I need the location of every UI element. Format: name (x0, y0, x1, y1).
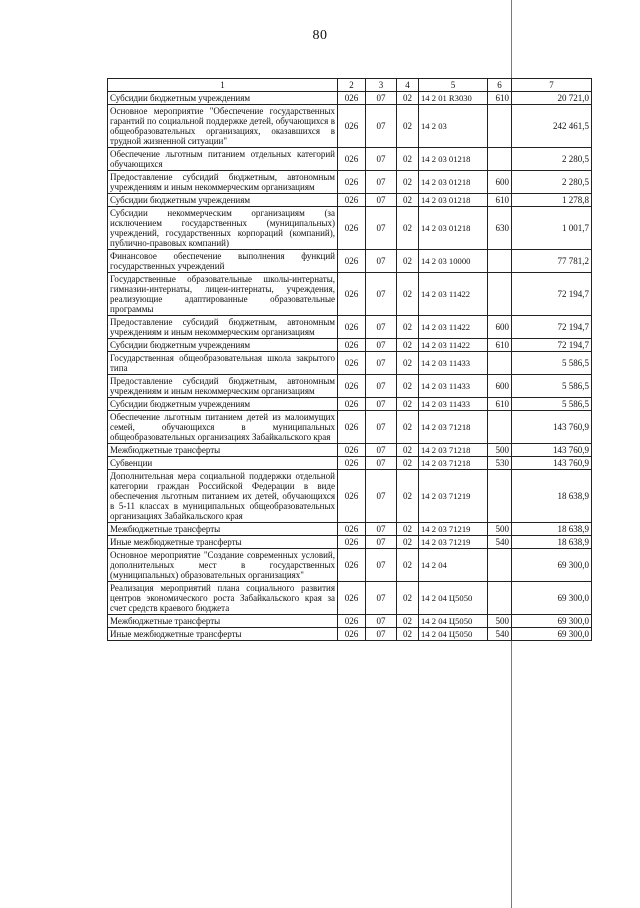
ministry-code-cell: 026 (338, 207, 366, 250)
subsection-code-cell: 02 (397, 398, 419, 411)
target-item-code-cell: 14 2 03 71218 (419, 411, 488, 444)
target-item-code-cell: 14 2 03 10000 (419, 250, 488, 273)
ministry-code-cell: 026 (338, 250, 366, 273)
subsection-code-cell: 02 (397, 444, 419, 457)
amount-cell: 5 586,5 (512, 375, 592, 398)
expense-type-cell: 610 (488, 92, 512, 105)
target-item-code-cell: 14 2 03 (419, 105, 488, 148)
table-row (108, 339, 592, 352)
target-item-code-cell: 14 2 04 Ц5050 (419, 615, 488, 628)
table-row (108, 582, 592, 615)
amount-cell: 2 280,5 (512, 148, 592, 171)
expense-type-cell: 610 (488, 194, 512, 207)
expense-type-cell: 500 (488, 615, 512, 628)
row-name-cell: Предоставление субсидий бюджетным, автономным учреждениям и иным некоммерческим организациям (108, 316, 338, 339)
amount-cell: 72 194,7 (512, 339, 592, 352)
section-code-cell: 07 (366, 411, 397, 444)
subsection-code-cell: 02 (397, 536, 419, 549)
subsection-code-cell: 02 (397, 316, 419, 339)
subsection-code-cell: 02 (397, 352, 419, 375)
ministry-code-cell: 026 (338, 398, 366, 411)
table-row (108, 398, 592, 411)
section-code-cell: 07 (366, 92, 397, 105)
subsection-code-cell: 02 (397, 457, 419, 470)
budget-table (107, 78, 592, 641)
table-row (108, 549, 592, 582)
section-code-cell: 07 (366, 628, 397, 641)
target-item-code-cell: 14 2 03 11422 (419, 316, 488, 339)
table-row (108, 444, 592, 457)
row-name-cell: Субсидии бюджетным учреждениям (108, 398, 338, 411)
header-cell-6: 6 (488, 79, 512, 92)
row-name-cell: Государственная общеобразовательная школа закрытого типа (108, 352, 338, 375)
amount-cell: 69 300,0 (512, 615, 592, 628)
section-code-cell: 07 (366, 316, 397, 339)
section-code-cell: 07 (366, 615, 397, 628)
subsection-code-cell: 02 (397, 549, 419, 582)
amount-cell: 5 586,5 (512, 352, 592, 375)
row-name-cell: Иные межбюджетные трансферты (108, 536, 338, 549)
section-code-cell: 07 (366, 398, 397, 411)
subsection-code-cell: 02 (397, 615, 419, 628)
header-cell-5: 5 (419, 79, 488, 92)
subsection-code-cell: 02 (397, 523, 419, 536)
header-cell-2: 2 (338, 79, 366, 92)
row-name-cell: Иные межбюджетные трансферты (108, 628, 338, 641)
target-item-code-cell: 14 2 03 71219 (419, 536, 488, 549)
amount-cell: 2 280,5 (512, 171, 592, 194)
row-name-cell: Финансовое обеспечение выполнения функций государственных учреждений (108, 250, 338, 273)
table-row (108, 316, 592, 339)
ministry-code-cell: 026 (338, 194, 366, 207)
ministry-code-cell: 026 (338, 470, 366, 523)
amount-cell: 18 638,9 (512, 523, 592, 536)
subsection-code-cell: 02 (397, 148, 419, 171)
amount-cell: 69 300,0 (512, 582, 592, 615)
ministry-code-cell: 026 (338, 523, 366, 536)
page-number: 80 (312, 28, 328, 43)
table-row (108, 171, 592, 194)
ministry-code-cell: 026 (338, 536, 366, 549)
row-name-cell: Межбюджетные трансферты (108, 444, 338, 457)
target-item-code-cell: 14 2 04 (419, 549, 488, 582)
row-name-cell: Дополнительная мера социальной поддержки отдельной категории граждан Российской Федерации в виде обеспечения льготным питанием их детей, обучающихся в 5-11 классах в муниципальных общеобразовательных организациях Забайкальского края (108, 470, 338, 523)
section-code-cell: 07 (366, 339, 397, 352)
table-row (108, 352, 592, 375)
section-code-cell: 07 (366, 549, 397, 582)
section-code-cell: 07 (366, 250, 397, 273)
table-row (108, 250, 592, 273)
subsection-code-cell: 02 (397, 628, 419, 641)
section-code-cell: 07 (366, 523, 397, 536)
ministry-code-cell: 026 (338, 171, 366, 194)
target-item-code-cell: 14 2 03 01218 (419, 194, 488, 207)
section-code-cell: 07 (366, 375, 397, 398)
section-code-cell: 07 (366, 207, 397, 250)
amount-cell: 1 001,7 (512, 207, 592, 250)
row-name-cell: Реализация мероприятий плана социального развития центров экономического роста Забайкальского края за счет средств краевого бюджета (108, 582, 338, 615)
target-item-code-cell: 14 2 04 Ц5050 (419, 582, 488, 615)
expense-type-cell: 600 (488, 316, 512, 339)
table-body (108, 92, 592, 641)
section-code-cell: 07 (366, 457, 397, 470)
ministry-code-cell: 026 (338, 273, 366, 316)
table-row (108, 411, 592, 444)
header-cell-1: 1 (108, 79, 338, 92)
expense-type-cell: 500 (488, 444, 512, 457)
target-item-code-cell: 14 2 03 71219 (419, 523, 488, 536)
ministry-code-cell: 026 (338, 339, 366, 352)
amount-cell: 143 760,9 (512, 411, 592, 444)
row-name-cell: Основное мероприятие "Создание современных условий, дополнительных мест в государственных (муниципальных) образовательных организациях" (108, 549, 338, 582)
table-row (108, 615, 592, 628)
target-item-code-cell: 14 2 03 01218 (419, 148, 488, 171)
section-code-cell: 07 (366, 273, 397, 316)
ministry-code-cell: 026 (338, 352, 366, 375)
subsection-code-cell: 02 (397, 105, 419, 148)
subsection-code-cell: 02 (397, 582, 419, 615)
target-item-code-cell: 14 2 03 01218 (419, 171, 488, 194)
row-name-cell: Обеспечение льготным питанием отдельных категорий обучающихся (108, 148, 338, 171)
table-row (108, 628, 592, 641)
amount-cell: 72 194,7 (512, 273, 592, 316)
expense-type-cell: 610 (488, 339, 512, 352)
section-code-cell: 07 (366, 194, 397, 207)
ministry-code-cell: 026 (338, 549, 366, 582)
target-item-code-cell: 14 2 01 R3030 (419, 92, 488, 105)
subsection-code-cell: 02 (397, 375, 419, 398)
table-row (108, 523, 592, 536)
subsection-code-cell: 02 (397, 470, 419, 523)
subsection-code-cell: 02 (397, 194, 419, 207)
table-row (108, 457, 592, 470)
amount-cell: 5 586,5 (512, 398, 592, 411)
section-code-cell: 07 (366, 105, 397, 148)
section-code-cell: 07 (366, 582, 397, 615)
section-code-cell: 07 (366, 470, 397, 523)
target-item-code-cell: 14 2 03 11433 (419, 398, 488, 411)
table-row (108, 148, 592, 171)
ministry-code-cell: 026 (338, 92, 366, 105)
target-item-code-cell: 14 2 03 71218 (419, 457, 488, 470)
section-code-cell: 07 (366, 536, 397, 549)
ministry-code-cell: 026 (338, 148, 366, 171)
expense-type-cell (488, 352, 512, 375)
row-name-cell: Субсидии бюджетным учреждениям (108, 92, 338, 105)
header-cell-7: 7 (512, 79, 592, 92)
row-name-cell: Межбюджетные трансферты (108, 615, 338, 628)
subsection-code-cell: 02 (397, 250, 419, 273)
amount-cell: 143 760,9 (512, 444, 592, 457)
amount-cell: 20 721,0 (512, 92, 592, 105)
ministry-code-cell: 026 (338, 582, 366, 615)
target-item-code-cell: 14 2 03 11433 (419, 375, 488, 398)
row-name-cell: Предоставление субсидий бюджетным, автономным учреждениям и иным некоммерческим организациям (108, 171, 338, 194)
expense-type-cell: 540 (488, 536, 512, 549)
amount-cell: 18 638,9 (512, 470, 592, 523)
expense-type-cell (488, 273, 512, 316)
row-name-cell: Обеспечение льготным питанием детей из малоимущих семей, обучающихся в муниципальных общеобразовательных организациях Забайкальского края (108, 411, 338, 444)
expense-type-cell: 610 (488, 398, 512, 411)
subsection-code-cell: 02 (397, 92, 419, 105)
table-row (108, 92, 592, 105)
target-item-code-cell: 14 2 04 Ц5050 (419, 628, 488, 641)
expense-type-cell: 600 (488, 375, 512, 398)
ministry-code-cell: 026 (338, 444, 366, 457)
expense-type-cell: 600 (488, 171, 512, 194)
ministry-code-cell: 026 (338, 615, 366, 628)
target-item-code-cell: 14 2 03 11433 (419, 352, 488, 375)
row-name-cell: Субсидии некоммерческим организациям (за исключением государственных (муниципальных) учреждений, государственных корпораций (компаний), публично-правовых компаний) (108, 207, 338, 250)
expense-type-cell (488, 411, 512, 444)
amount-cell: 69 300,0 (512, 628, 592, 641)
row-name-cell: Субсидии бюджетным учреждениям (108, 339, 338, 352)
header-cell-3: 3 (366, 79, 397, 92)
table-row (108, 273, 592, 316)
row-name-cell: Субвенции (108, 457, 338, 470)
expense-type-cell: 530 (488, 457, 512, 470)
target-item-code-cell: 14 2 03 01218 (419, 207, 488, 250)
amount-cell: 77 781,2 (512, 250, 592, 273)
ministry-code-cell: 026 (338, 628, 366, 641)
target-item-code-cell: 14 2 03 71219 (419, 470, 488, 523)
table-row (108, 470, 592, 523)
expense-type-cell (488, 148, 512, 171)
expense-type-cell (488, 582, 512, 615)
expense-type-cell (488, 549, 512, 582)
table-row (108, 536, 592, 549)
section-code-cell: 07 (366, 171, 397, 194)
row-name-cell: Государственные образовательные школы-интернаты, гимназии-интернаты, лицеи-интернаты, учреждения, реализующие адаптированные образовательные программы (108, 273, 338, 316)
ministry-code-cell: 026 (338, 375, 366, 398)
row-name-cell: Предоставление субсидий бюджетным, автономным учреждениям и иным некоммерческим организациям (108, 375, 338, 398)
header-cell-4: 4 (397, 79, 419, 92)
target-item-code-cell: 14 2 03 11422 (419, 339, 488, 352)
row-name-cell: Субсидии бюджетным учреждениям (108, 194, 338, 207)
amount-cell: 1 278,8 (512, 194, 592, 207)
section-code-cell: 07 (366, 148, 397, 171)
table-row (108, 375, 592, 398)
row-name-cell: Межбюджетные трансферты (108, 523, 338, 536)
expense-type-cell (488, 250, 512, 273)
expense-type-cell: 630 (488, 207, 512, 250)
expense-type-cell: 500 (488, 523, 512, 536)
subsection-code-cell: 02 (397, 207, 419, 250)
subsection-code-cell: 02 (397, 273, 419, 316)
expense-type-cell (488, 470, 512, 523)
amount-cell: 242 461,5 (512, 105, 592, 148)
table-row (108, 194, 592, 207)
table-row (108, 207, 592, 250)
ministry-code-cell: 026 (338, 411, 366, 444)
table-row (108, 105, 592, 148)
expense-type-cell: 540 (488, 628, 512, 641)
row-name-cell: Основное мероприятие "Обеспечение государственных гарантий по социальной поддержке детей, обучающихся в общеобразовательных организациях, оказавшихся в трудной жизненной ситуации" (108, 105, 338, 148)
table-header-row (108, 79, 592, 92)
section-code-cell: 07 (366, 444, 397, 457)
subsection-code-cell: 02 (397, 171, 419, 194)
ministry-code-cell: 026 (338, 105, 366, 148)
amount-cell: 72 194,7 (512, 316, 592, 339)
amount-cell: 69 300,0 (512, 549, 592, 582)
section-code-cell: 07 (366, 352, 397, 375)
target-item-code-cell: 14 2 03 11422 (419, 273, 488, 316)
ministry-code-cell: 026 (338, 316, 366, 339)
subsection-code-cell: 02 (397, 339, 419, 352)
amount-cell: 143 760,9 (512, 457, 592, 470)
target-item-code-cell: 14 2 03 71218 (419, 444, 488, 457)
ministry-code-cell: 026 (338, 457, 366, 470)
subsection-code-cell: 02 (397, 411, 419, 444)
amount-cell: 18 638,9 (512, 536, 592, 549)
expense-type-cell (488, 105, 512, 148)
